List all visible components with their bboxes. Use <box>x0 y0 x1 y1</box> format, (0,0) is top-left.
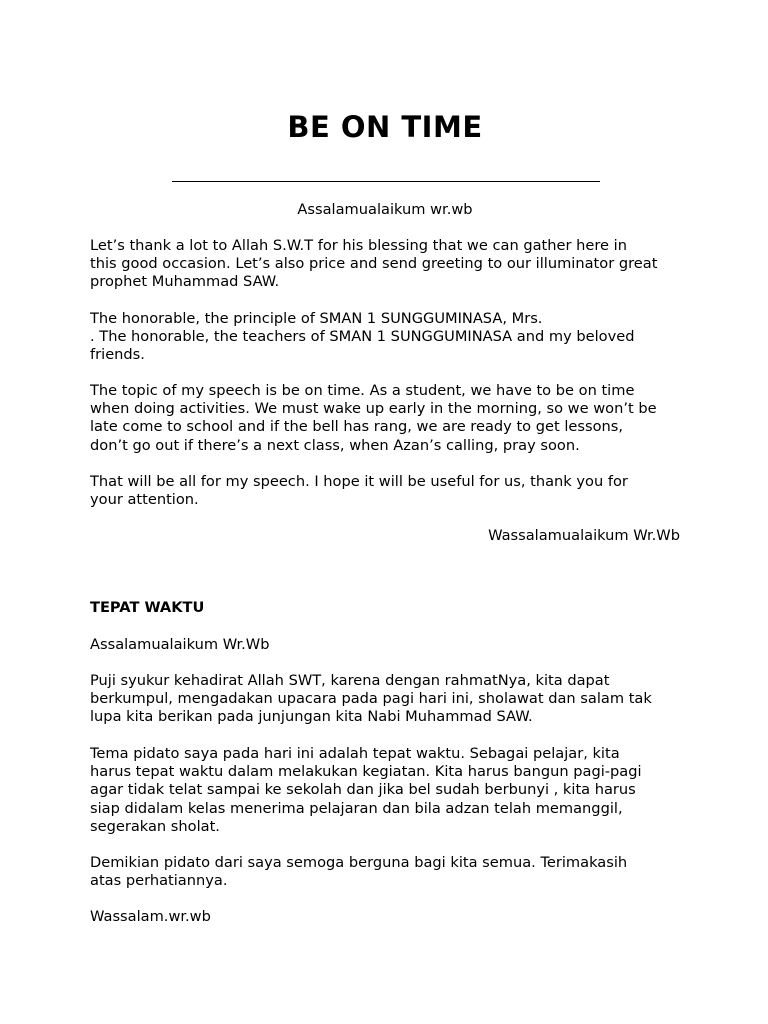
indonesian-title: TEPAT WAKTU <box>90 599 205 616</box>
english-closing-paragraph: That will be all for my speech. I hope it will be useful for us, thank you for your attention. <box>90 473 628 509</box>
indonesian-topic-paragraph: Tema pidato saya pada hari ini adalah tepat waktu. Sebagai pelajar, kita harus tepat waktu dalam melakukan kegiatan. Kita harus bangun pagi-pagi agar tidak telat sampai ke sekolah dan jika bel sudah berbunyi , kita harus siap didalam kelas menerima pelajaran dan bila adzan telah memanggil, segerakan sholat. <box>90 745 642 835</box>
english-thanks-paragraph: Let’s thank a lot to Allah S.W.T for his blessing that we can gather here in this good occasion. Let’s also price and send greeting to our illuminator great prophet Muhammad SAW. <box>90 237 658 291</box>
english-honor-paragraph: The honorable, the principle of SMAN 1 SUNGGUMINASA, Mrs. . The honorable, the teachers of SMAN 1 SUNGGUMINASA and my beloved friends. <box>90 310 635 364</box>
english-greeting: Assalamualaikum wr.wb <box>297 201 473 218</box>
indonesian-farewell: Wassalam.wr.wb <box>90 908 211 925</box>
indonesian-closing-paragraph: Demikian pidato dari saya semoga berguna bagi kita semua. Terimakasih atas perhatiannya. <box>90 854 628 890</box>
english-farewell: Wassalamualaikum Wr.Wb <box>488 527 680 544</box>
document-page <box>90 0 680 1024</box>
indonesian-greeting: Assalamualaikum Wr.Wb <box>90 636 270 653</box>
title-underline <box>172 181 600 182</box>
english-title: BE ON TIME <box>287 110 483 144</box>
indonesian-thanks-paragraph: Puji syukur kehadirat Allah SWT, karena dengan rahmatNya, kita dapat berkumpul, mengadakan upacara pada pagi hari ini, sholawat dan salam tak lupa kita berikan pada junjungan kita Nabi Muhammad SAW. <box>90 672 652 726</box>
english-topic-paragraph: The topic of my speech is be on time. As a student, we have to be on time when doing activities. We must wake up early in the morning, so we won’t be late come to school and if the bell has rang, we are ready to get lessons, don’t go out if there’s a next class, when Azan’s calling, pray soon. <box>90 382 657 454</box>
